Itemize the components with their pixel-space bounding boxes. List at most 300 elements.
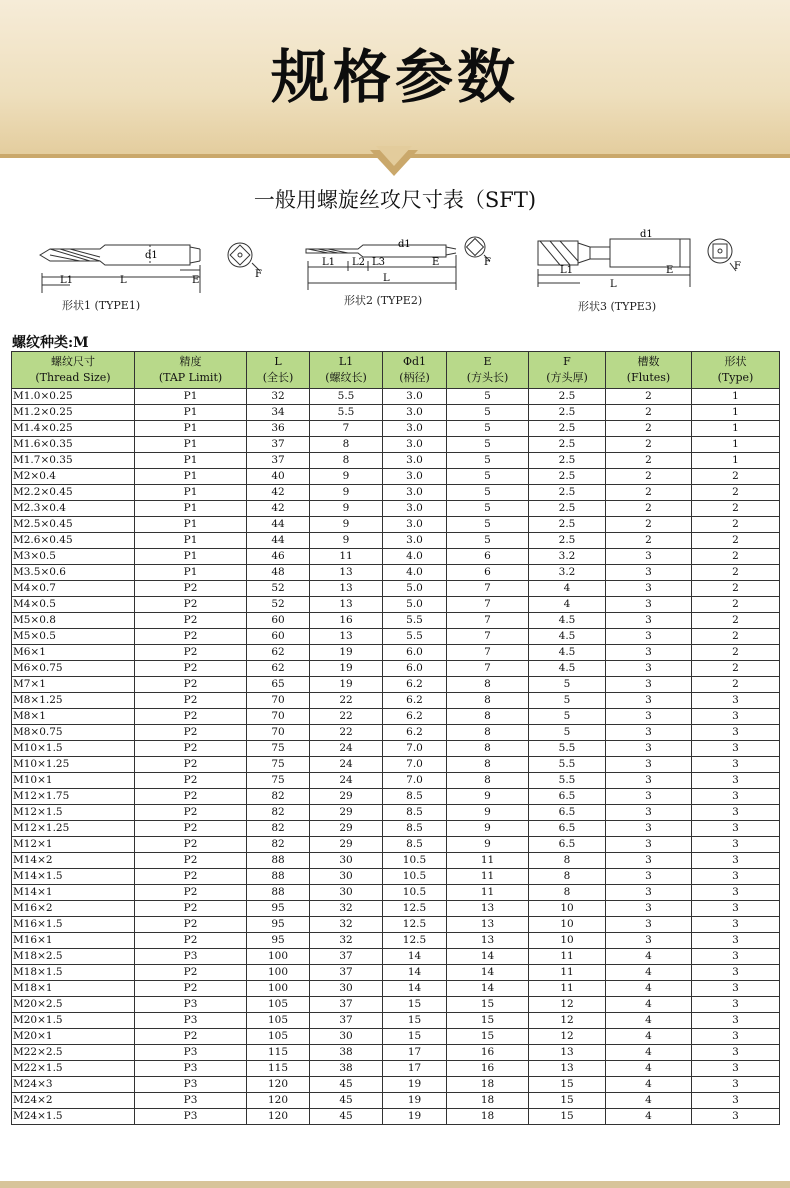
cell-thread-size: M5×0.8 (12, 613, 135, 629)
cell-square-thickness: 6.5 (529, 805, 606, 821)
cell-length: 105 (247, 1029, 310, 1045)
table-row (12, 389, 780, 405)
cell-flutes: 3 (606, 869, 692, 885)
cell-shank-dia: 6.2 (383, 693, 447, 709)
cell-tap-limit: P1 (135, 549, 247, 565)
cell-length: 52 (247, 597, 310, 613)
table-row (12, 533, 780, 549)
cell-shank-dia: 6.2 (383, 725, 447, 741)
table-row (12, 1093, 780, 1109)
cell-thread-size: M8×1.25 (12, 693, 135, 709)
cell-type: 2 (692, 533, 780, 549)
cell-square-length: 18 (447, 1093, 529, 1109)
cell-square-length: 9 (447, 805, 529, 821)
cell-tap-limit: P2 (135, 677, 247, 693)
table-row (12, 773, 780, 789)
cell-square-length: 11 (447, 869, 529, 885)
cell-tap-limit: P3 (135, 1093, 247, 1109)
cell-type: 3 (692, 1029, 780, 1045)
cell-tap-limit: P1 (135, 533, 247, 549)
cell-type: 3 (692, 837, 780, 853)
svg-text:E: E (432, 257, 440, 268)
cell-square-thickness: 13 (529, 1045, 606, 1061)
cell-shank-dia: 3.0 (383, 501, 447, 517)
table-row (12, 917, 780, 933)
cell-shank-dia: 14 (383, 965, 447, 981)
cell-shank-dia: 12.5 (383, 901, 447, 917)
cell-length: 95 (247, 901, 310, 917)
cell-length: 40 (247, 469, 310, 485)
cell-thread-length: 37 (310, 965, 383, 981)
cell-square-length: 7 (447, 629, 529, 645)
cell-thread-size: M12×1.5 (12, 805, 135, 821)
cell-square-thickness: 5.5 (529, 773, 606, 789)
cell-thread-size: M6×1 (12, 645, 135, 661)
cell-shank-dia: 8.5 (383, 789, 447, 805)
svg-text:F: F (484, 257, 491, 268)
cell-square-length: 14 (447, 949, 529, 965)
cell-flutes: 4 (606, 1013, 692, 1029)
cell-shank-dia: 3.0 (383, 533, 447, 549)
table-row (12, 693, 780, 709)
type3-label: 形状3 (TYPE3) (578, 300, 657, 313)
cell-length: 75 (247, 757, 310, 773)
table-row (12, 885, 780, 901)
cell-thread-size: M12×1.25 (12, 821, 135, 837)
cell-tap-limit: P1 (135, 485, 247, 501)
cell-square-length: 8 (447, 677, 529, 693)
cell-flutes: 2 (606, 533, 692, 549)
svg-text:E: E (192, 275, 200, 286)
cell-thread-size: M22×1.5 (12, 1061, 135, 1077)
table-row (12, 645, 780, 661)
cell-flutes: 2 (606, 453, 692, 469)
cell-square-length: 13 (447, 917, 529, 933)
table-row (12, 549, 780, 565)
table-row (12, 629, 780, 645)
cell-tap-limit: P1 (135, 469, 247, 485)
tap-diagram-type2 (298, 225, 508, 295)
cell-shank-dia: 6.2 (383, 677, 447, 693)
cell-length: 60 (247, 613, 310, 629)
cell-thread-length: 38 (310, 1061, 383, 1077)
cell-length: 82 (247, 837, 310, 853)
cell-flutes: 4 (606, 1045, 692, 1061)
svg-text:E: E (666, 265, 674, 276)
cell-thread-size: M4×0.5 (12, 597, 135, 613)
cell-tap-limit: P1 (135, 437, 247, 453)
cell-square-length: 5 (447, 501, 529, 517)
cell-type: 3 (692, 741, 780, 757)
cell-thread-length: 19 (310, 661, 383, 677)
cell-thread-size: M10×1 (12, 773, 135, 789)
table-row (12, 581, 780, 597)
cell-square-thickness: 11 (529, 965, 606, 981)
cell-square-thickness: 4.5 (529, 613, 606, 629)
col-header-square-length (447, 352, 529, 389)
cell-shank-dia: 14 (383, 949, 447, 965)
cell-tap-limit: P2 (135, 965, 247, 981)
spec-table (11, 351, 780, 1125)
col-header-thread-length (310, 352, 383, 389)
thread-type-label: 螺纹种类:M (12, 335, 89, 351)
table-row (12, 453, 780, 469)
cell-type: 2 (692, 485, 780, 501)
col-header-square-thickness (529, 352, 606, 389)
cell-length: 62 (247, 645, 310, 661)
col-header-shank-dia (383, 352, 447, 389)
cell-length: 115 (247, 1045, 310, 1061)
table-row (12, 677, 780, 693)
cell-square-length: 13 (447, 901, 529, 917)
cell-flutes: 3 (606, 773, 692, 789)
cell-thread-size: M22×2.5 (12, 1045, 135, 1061)
cell-length: 95 (247, 933, 310, 949)
cell-type: 3 (692, 725, 780, 741)
table-row (12, 469, 780, 485)
cell-type: 3 (692, 773, 780, 789)
cell-thread-length: 30 (310, 869, 383, 885)
cell-flutes: 3 (606, 565, 692, 581)
cell-shank-dia: 8.5 (383, 805, 447, 821)
cell-square-length: 8 (447, 773, 529, 789)
cell-thread-size: M2.3×0.4 (12, 501, 135, 517)
col-header-text: (Type) (717, 371, 754, 384)
cell-flutes: 3 (606, 789, 692, 805)
cell-shank-dia: 10.5 (383, 869, 447, 885)
col-header-text: 螺纹尺寸 (51, 355, 95, 368)
cell-thread-length: 30 (310, 885, 383, 901)
cell-flutes: 4 (606, 1093, 692, 1109)
table-row (12, 981, 780, 997)
cell-square-thickness: 5 (529, 725, 606, 741)
cell-thread-size: M6×0.75 (12, 661, 135, 677)
cell-thread-length: 24 (310, 757, 383, 773)
cell-square-thickness: 12 (529, 997, 606, 1013)
cell-flutes: 4 (606, 965, 692, 981)
table-row (12, 789, 780, 805)
cell-length: 44 (247, 533, 310, 549)
col-header-text: (TAP Limit) (158, 371, 223, 384)
cell-thread-length: 7 (310, 421, 383, 437)
cell-square-thickness: 2.5 (529, 405, 606, 421)
cell-flutes: 3 (606, 693, 692, 709)
table-row (12, 437, 780, 453)
cell-flutes: 2 (606, 437, 692, 453)
table-row (12, 1077, 780, 1093)
cell-thread-length: 32 (310, 933, 383, 949)
cell-square-length: 7 (447, 661, 529, 677)
cell-thread-length: 9 (310, 469, 383, 485)
cell-flutes: 3 (606, 725, 692, 741)
table-row (12, 517, 780, 533)
col-header-thread-size (12, 352, 135, 389)
cell-shank-dia: 15 (383, 1029, 447, 1045)
cell-flutes: 3 (606, 677, 692, 693)
cell-flutes: 2 (606, 485, 692, 501)
col-header-length (247, 352, 310, 389)
cell-type: 2 (692, 565, 780, 581)
cell-square-thickness: 8 (529, 853, 606, 869)
cell-flutes: 2 (606, 517, 692, 533)
cell-thread-length: 19 (310, 677, 383, 693)
cell-tap-limit: P3 (135, 1013, 247, 1029)
cell-shank-dia: 7.0 (383, 741, 447, 757)
col-header-type (692, 352, 780, 389)
table-row (12, 965, 780, 981)
cell-square-thickness: 8 (529, 885, 606, 901)
cell-thread-size: M24×1.5 (12, 1109, 135, 1125)
col-header-text: Φd1 (402, 355, 427, 368)
cell-tap-limit: P2 (135, 805, 247, 821)
cell-type: 3 (692, 933, 780, 949)
cell-type: 1 (692, 405, 780, 421)
cell-square-length: 15 (447, 1029, 529, 1045)
cell-type: 3 (692, 757, 780, 773)
cell-thread-length: 11 (310, 549, 383, 565)
cell-thread-size: M2×0.4 (12, 469, 135, 485)
cell-thread-size: M1.7×0.35 (12, 453, 135, 469)
footer-bar (0, 1181, 790, 1188)
cell-square-length: 14 (447, 965, 529, 981)
cell-length: 42 (247, 485, 310, 501)
cell-shank-dia: 3.0 (383, 405, 447, 421)
table-row (12, 485, 780, 501)
cell-thread-length: 45 (310, 1077, 383, 1093)
cell-square-thickness: 12 (529, 1013, 606, 1029)
cell-flutes: 3 (606, 645, 692, 661)
cell-tap-limit: P2 (135, 869, 247, 885)
cell-length: 82 (247, 821, 310, 837)
cell-square-length: 18 (447, 1077, 529, 1093)
table-row (12, 405, 780, 421)
cell-square-length: 7 (447, 597, 529, 613)
cell-square-thickness: 11 (529, 981, 606, 997)
cell-shank-dia: 5.5 (383, 613, 447, 629)
cell-shank-dia: 19 (383, 1077, 447, 1093)
cell-length: 82 (247, 805, 310, 821)
table-row (12, 741, 780, 757)
cell-tap-limit: P2 (135, 789, 247, 805)
cell-type: 2 (692, 549, 780, 565)
col-header-flutes (606, 352, 692, 389)
cell-tap-limit: P2 (135, 645, 247, 661)
svg-text:L2: L2 (352, 257, 366, 268)
cell-square-thickness: 10 (529, 933, 606, 949)
table-row (12, 757, 780, 773)
cell-thread-size: M1.4×0.25 (12, 421, 135, 437)
cell-flutes: 3 (606, 581, 692, 597)
cell-tap-limit: P3 (135, 997, 247, 1013)
cell-thread-size: M12×1.75 (12, 789, 135, 805)
cell-tap-limit: P3 (135, 949, 247, 965)
cell-square-length: 15 (447, 1013, 529, 1029)
cell-flutes: 2 (606, 421, 692, 437)
cell-thread-length: 13 (310, 565, 383, 581)
col-header-text: L (274, 355, 282, 368)
cell-type: 3 (692, 949, 780, 965)
table-row (12, 597, 780, 613)
cell-length: 36 (247, 421, 310, 437)
svg-text:L1: L1 (60, 275, 74, 286)
cell-square-thickness: 5.5 (529, 741, 606, 757)
cell-type: 3 (692, 1093, 780, 1109)
cell-tap-limit: P2 (135, 661, 247, 677)
cell-tap-limit: P2 (135, 725, 247, 741)
cell-flutes: 3 (606, 837, 692, 853)
cell-thread-length: 8 (310, 437, 383, 453)
cell-tap-limit: P3 (135, 1045, 247, 1061)
table-row (12, 821, 780, 837)
svg-text:L1: L1 (322, 257, 336, 268)
cell-square-thickness: 15 (529, 1093, 606, 1109)
cell-thread-length: 29 (310, 837, 383, 853)
cell-square-thickness: 5 (529, 677, 606, 693)
cell-square-length: 5 (447, 485, 529, 501)
cell-tap-limit: P2 (135, 853, 247, 869)
cell-thread-length: 13 (310, 629, 383, 645)
cell-square-thickness: 2.5 (529, 533, 606, 549)
col-header-text: (柄径) (399, 371, 430, 384)
cell-type: 3 (692, 1061, 780, 1077)
cell-shank-dia: 6.2 (383, 709, 447, 725)
cell-square-thickness: 4 (529, 581, 606, 597)
cell-square-thickness: 2.5 (529, 389, 606, 405)
cell-thread-length: 24 (310, 773, 383, 789)
cell-shank-dia: 3.0 (383, 437, 447, 453)
cell-length: 44 (247, 517, 310, 533)
cell-thread-length: 38 (310, 1045, 383, 1061)
cell-thread-size: M14×1.5 (12, 869, 135, 885)
cell-thread-size: M8×1 (12, 709, 135, 725)
cell-shank-dia: 8.5 (383, 821, 447, 837)
table-row (12, 949, 780, 965)
cell-square-length: 16 (447, 1045, 529, 1061)
cell-square-length: 8 (447, 693, 529, 709)
table-row (12, 901, 780, 917)
cell-type: 2 (692, 613, 780, 629)
col-header-text: 精度 (179, 355, 202, 368)
cell-type: 1 (692, 453, 780, 469)
table-row (12, 837, 780, 853)
cell-type: 2 (692, 629, 780, 645)
cell-length: 62 (247, 661, 310, 677)
cell-square-thickness: 2.5 (529, 453, 606, 469)
cell-type: 3 (692, 885, 780, 901)
cell-square-thickness: 2.5 (529, 501, 606, 517)
cell-tap-limit: P2 (135, 885, 247, 901)
cell-square-thickness: 5.5 (529, 757, 606, 773)
cell-shank-dia: 12.5 (383, 933, 447, 949)
cell-thread-length: 5.5 (310, 405, 383, 421)
cell-flutes: 2 (606, 501, 692, 517)
cell-length: 34 (247, 405, 310, 421)
cell-tap-limit: P2 (135, 693, 247, 709)
cell-thread-size: M18×2.5 (12, 949, 135, 965)
cell-flutes: 3 (606, 821, 692, 837)
cell-flutes: 3 (606, 885, 692, 901)
cell-length: 32 (247, 389, 310, 405)
cell-thread-length: 32 (310, 917, 383, 933)
cell-square-thickness: 11 (529, 949, 606, 965)
cell-shank-dia: 3.0 (383, 421, 447, 437)
cell-tap-limit: P1 (135, 421, 247, 437)
cell-tap-limit: P2 (135, 837, 247, 853)
cell-thread-length: 22 (310, 725, 383, 741)
cell-shank-dia: 3.0 (383, 389, 447, 405)
cell-flutes: 3 (606, 597, 692, 613)
cell-thread-length: 29 (310, 789, 383, 805)
cell-square-thickness: 13 (529, 1061, 606, 1077)
cell-thread-length: 45 (310, 1093, 383, 1109)
cell-thread-length: 30 (310, 981, 383, 997)
cell-length: 88 (247, 869, 310, 885)
cell-tap-limit: P2 (135, 917, 247, 933)
table-row (12, 661, 780, 677)
col-header-text: (螺纹长) (325, 371, 367, 384)
cell-tap-limit: P2 (135, 773, 247, 789)
cell-square-length: 8 (447, 741, 529, 757)
cell-tap-limit: P1 (135, 453, 247, 469)
cell-shank-dia: 12.5 (383, 917, 447, 933)
cell-thread-length: 13 (310, 597, 383, 613)
cell-thread-length: 13 (310, 581, 383, 597)
cell-thread-size: M20×1.5 (12, 1013, 135, 1029)
cell-type: 2 (692, 581, 780, 597)
cell-tap-limit: P1 (135, 389, 247, 405)
cell-flutes: 4 (606, 1077, 692, 1093)
cell-flutes: 4 (606, 949, 692, 965)
cell-shank-dia: 17 (383, 1061, 447, 1077)
cell-thread-size: M14×2 (12, 853, 135, 869)
cell-square-length: 11 (447, 885, 529, 901)
banner-arrow-inner (376, 146, 412, 166)
cell-type: 2 (692, 469, 780, 485)
cell-flutes: 3 (606, 613, 692, 629)
cell-square-length: 5 (447, 469, 529, 485)
cell-tap-limit: P1 (135, 565, 247, 581)
cell-square-thickness: 15 (529, 1109, 606, 1125)
cell-square-length: 8 (447, 709, 529, 725)
table-row (12, 869, 780, 885)
cell-thread-length: 9 (310, 485, 383, 501)
cell-type: 1 (692, 421, 780, 437)
cell-shank-dia: 10.5 (383, 885, 447, 901)
cell-thread-size: M2.6×0.45 (12, 533, 135, 549)
cell-flutes: 4 (606, 1029, 692, 1045)
cell-thread-size: M10×1.25 (12, 757, 135, 773)
type1-label: 形状1 (TYPE1) (62, 299, 141, 312)
cell-thread-length: 29 (310, 805, 383, 821)
cell-thread-length: 37 (310, 1013, 383, 1029)
cell-thread-size: M3×0.5 (12, 549, 135, 565)
cell-thread-size: M1.0×0.25 (12, 389, 135, 405)
cell-tap-limit: P2 (135, 981, 247, 997)
cell-thread-size: M20×1 (12, 1029, 135, 1045)
cell-square-length: 5 (447, 421, 529, 437)
cell-length: 95 (247, 917, 310, 933)
cell-square-length: 16 (447, 1061, 529, 1077)
cell-type: 3 (692, 917, 780, 933)
cell-flutes: 3 (606, 661, 692, 677)
cell-thread-length: 37 (310, 997, 383, 1013)
cell-square-thickness: 2.5 (529, 517, 606, 533)
cell-square-thickness: 4.5 (529, 629, 606, 645)
cell-square-length: 7 (447, 581, 529, 597)
type2-label: 形状2 (TYPE2) (344, 294, 423, 307)
table-row (12, 421, 780, 437)
cell-thread-length: 30 (310, 853, 383, 869)
